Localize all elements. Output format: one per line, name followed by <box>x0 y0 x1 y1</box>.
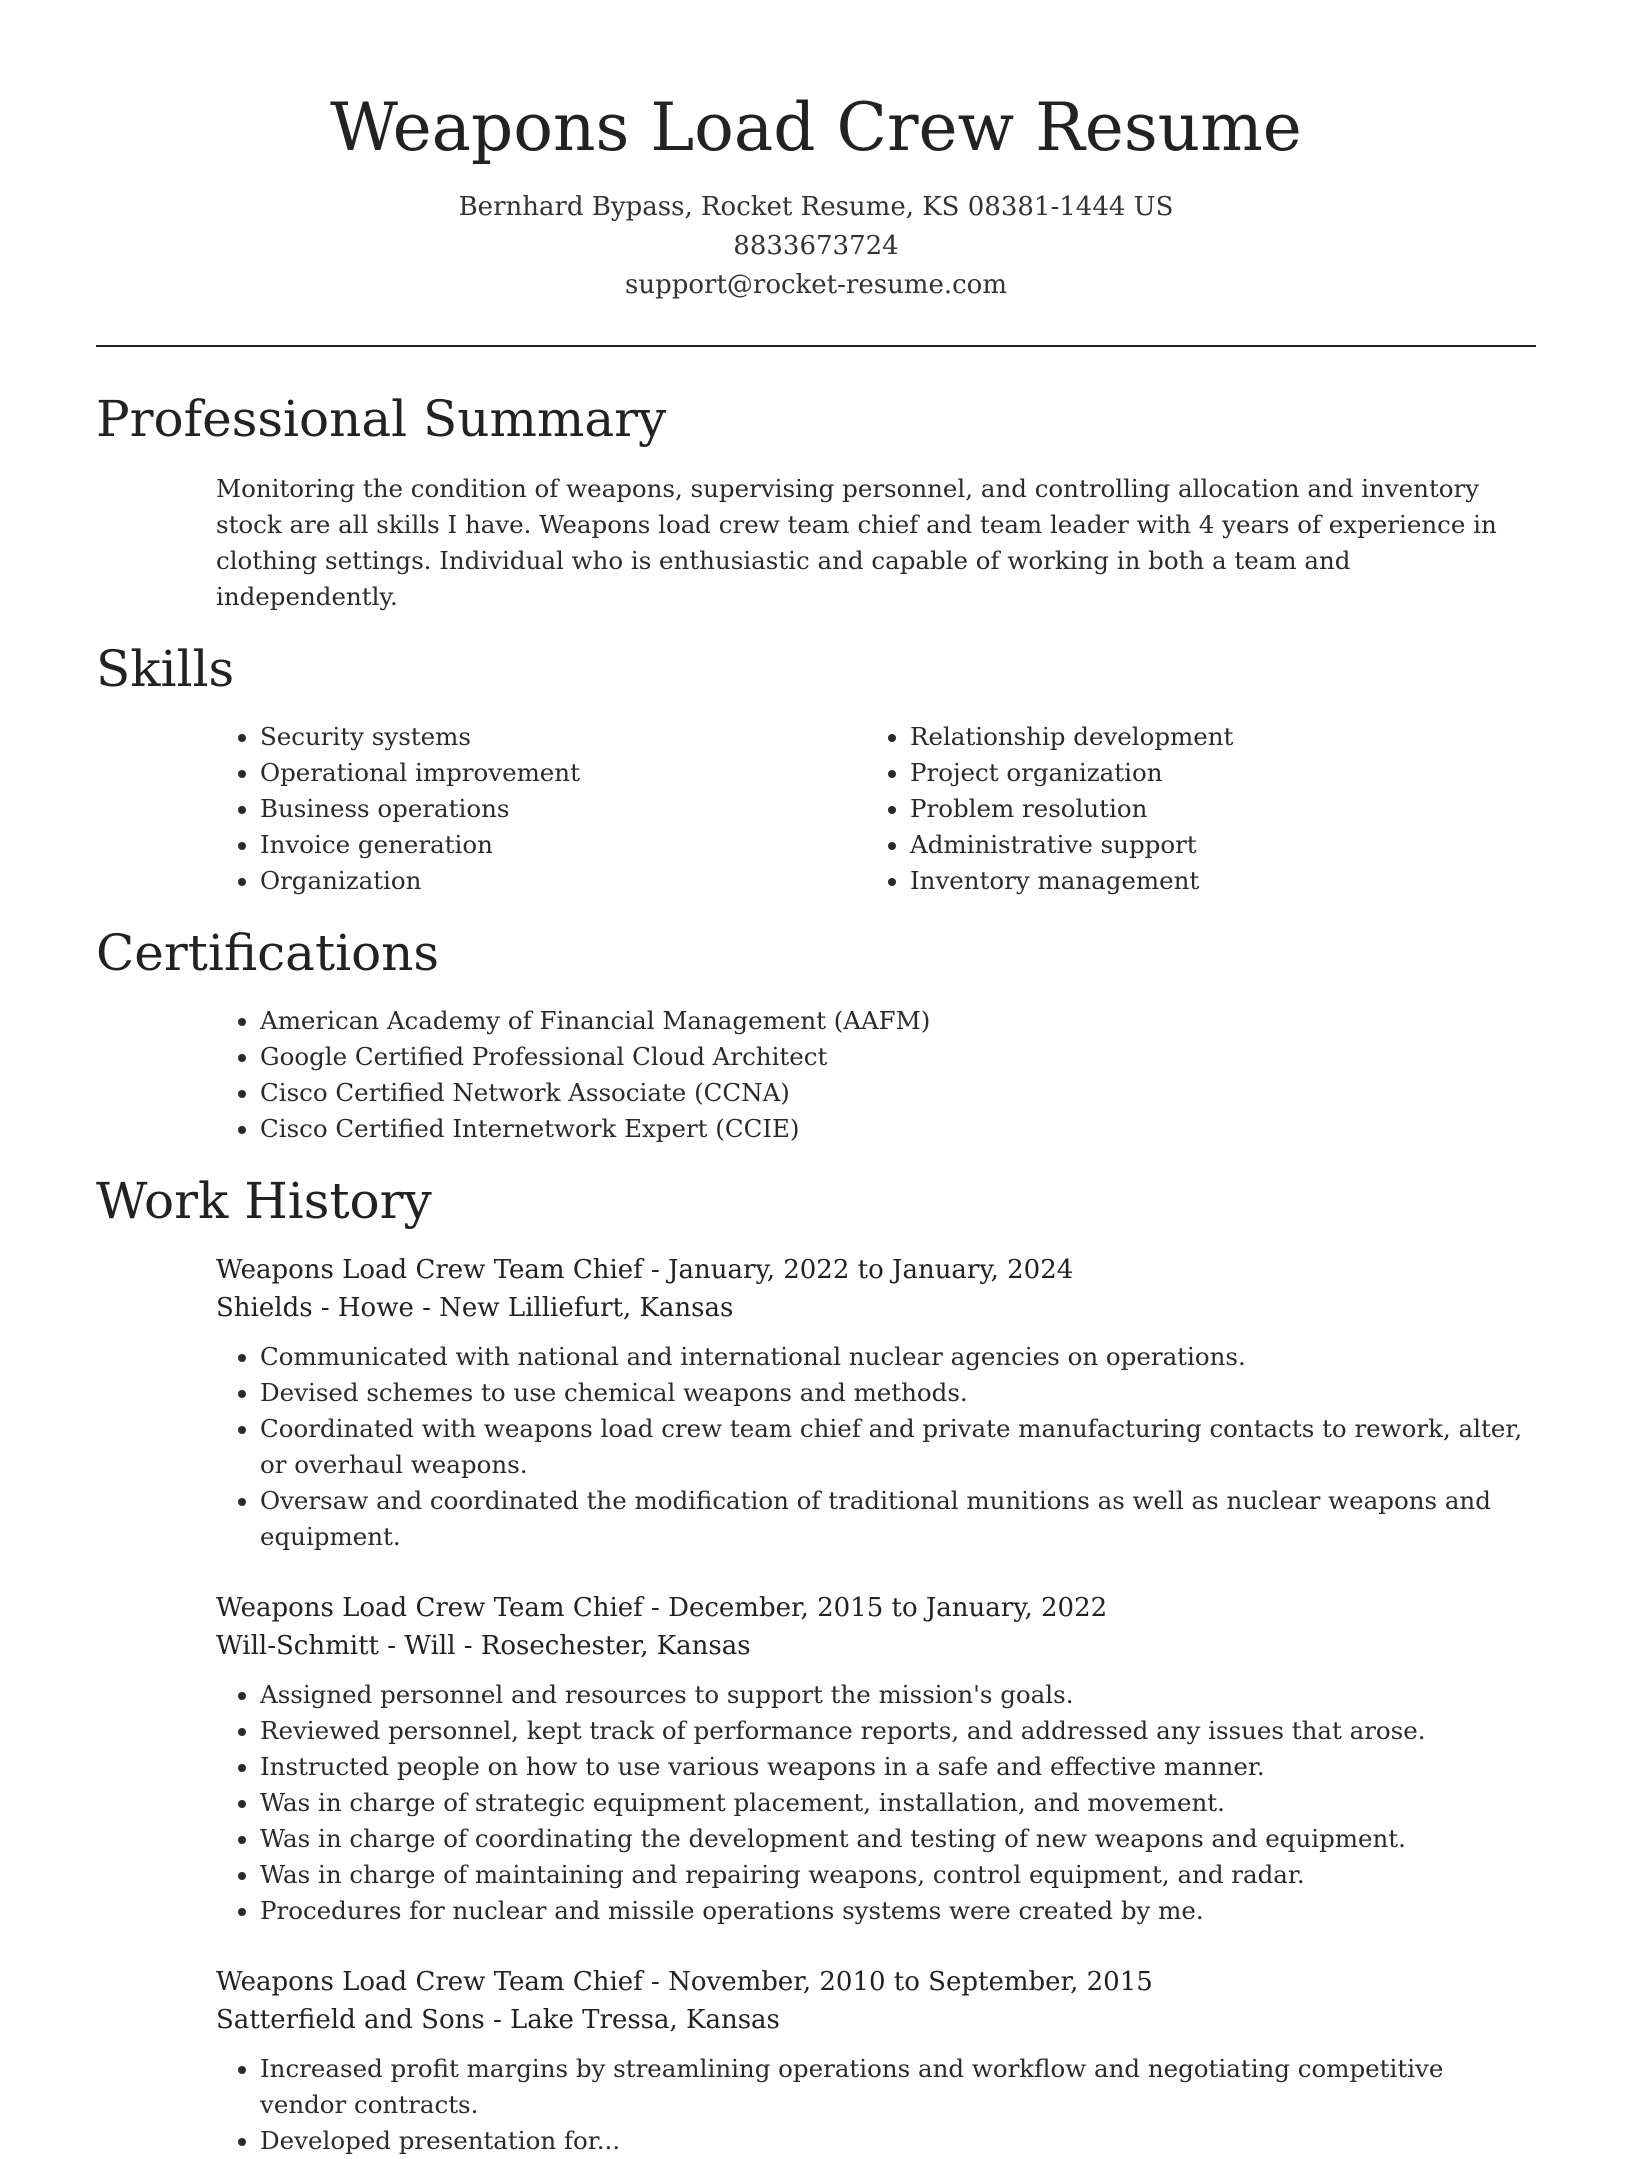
job-entry <box>96 1589 1536 1665</box>
work-history-section <box>96 1169 1536 2159</box>
skills-grid <box>96 719 1536 899</box>
skill-item: • Organization <box>260 863 866 899</box>
job-dates: - November, 2010 to September, 2015 <box>642 1967 1153 1997</box>
job-bullet: • Coordinated with weapons load crew team chief and private manufacturing contacts to rework, alter, or overhaul weapons. <box>260 1411 1536 1483</box>
job-role: Weapons Load Crew Team Chief <box>216 1255 643 1285</box>
skill-item: • Project organization <box>910 755 1516 791</box>
resume-title: Weapons Load Crew Resume <box>330 89 1302 166</box>
job-bullet: • Was in charge of maintaining and repairing weapons, control equipment, and radar. <box>260 1857 1536 1893</box>
certification-item: • Cisco Certified Network Associate (CCNA) <box>260 1075 1536 1111</box>
job-company: Shields - Howe <box>216 1293 414 1323</box>
skills-column-right <box>866 719 1516 899</box>
job-title-line <box>216 1251 1536 1289</box>
job-company-line <box>216 1289 1536 1327</box>
certifications-section <box>96 921 1536 1147</box>
contact-address: Bernhard Bypass, Rocket Resume, KS 08381-1444 US <box>458 192 1174 222</box>
certification-item: • Cisco Certified Internetwork Expert (CCIE) <box>260 1111 1536 1147</box>
job-location: - Rosechester, Kansas <box>455 1631 751 1661</box>
resume-header <box>96 0 1536 305</box>
skills-heading: Skills <box>96 640 235 698</box>
job-bullet: • Assigned personnel and resources to support the mission's goals. <box>260 1677 1536 1713</box>
job-bullet: • Oversaw and coordinated the modification of traditional munitions as well as nuclear weapons and equipment. <box>260 1483 1536 1555</box>
skill-item: • Relationship development <box>910 719 1516 755</box>
job-bullets <box>96 1677 1536 1929</box>
job-bullet: • Developed presentation for... <box>260 2123 1536 2159</box>
job-bullet: • Instructed people on how to use various weapons in a safe and effective manner. <box>260 1749 1536 1785</box>
job-company: Satterfield and Sons <box>216 2005 485 2035</box>
skills-column-left <box>216 719 866 899</box>
job-company: Will-Schmitt - Will <box>216 1631 456 1661</box>
skill-item: • Administrative support <box>910 827 1516 863</box>
skill-item: • Inventory management <box>910 863 1516 899</box>
contact-phone: 8833673724 <box>733 231 899 261</box>
contact-email: support@rocket-resume.com <box>624 270 1007 300</box>
skill-item: • Security systems <box>260 719 866 755</box>
certification-item: • American Academy of Financial Management (AAFM) <box>260 1003 1536 1039</box>
skill-item: • Invoice generation <box>260 827 866 863</box>
header-divider <box>96 345 1536 347</box>
summary-text: Monitoring the condition of weapons, supervising personnel, and controlling allocation and inventory stock are all skills I have. Weapons load crew team chief and team leader with 4 years of experience in clothing settings. Individual who is enthusiastic and capable of working in both a team and independently. <box>216 474 1497 611</box>
job-entry <box>96 1251 1536 1327</box>
job-company-line <box>216 2001 1536 2039</box>
job-role: Weapons Load Crew Team Chief <box>216 1593 643 1623</box>
skills-section <box>96 637 1536 899</box>
contact-info <box>96 188 1536 305</box>
job-bullets <box>96 2051 1536 2159</box>
skill-item: • Operational improvement <box>260 755 866 791</box>
job-role: Weapons Load Crew Team Chief <box>216 1967 643 1997</box>
certifications-heading: Certifications <box>96 924 440 982</box>
certification-item: • Google Certified Professional Cloud Architect <box>260 1039 1536 1075</box>
skill-item: • Problem resolution <box>910 791 1516 827</box>
work-history-heading: Work History <box>96 1172 432 1230</box>
job-bullet: • Communicated with national and international nuclear agencies on operations. <box>260 1339 1536 1375</box>
job-title-line <box>216 1963 1536 2001</box>
job-location: - Lake Tressa, Kansas <box>484 2005 780 2035</box>
job-bullet: • Procedures for nuclear and missile operations systems were created by me. <box>260 1893 1536 1929</box>
job-bullet: • Was in charge of strategic equipment placement, installation, and movement. <box>260 1785 1536 1821</box>
job-dates: - January, 2022 to January, 2024 <box>642 1255 1074 1285</box>
job-bullets <box>96 1339 1536 1555</box>
job-dates: - December, 2015 to January, 2022 <box>642 1593 1108 1623</box>
job-bullet: • Devised schemes to use chemical weapons and methods. <box>260 1375 1536 1411</box>
job-bullet: • Reviewed personnel, kept track of performance reports, and addressed any issues that arose. <box>260 1713 1536 1749</box>
job-location: - New Lilliefurt, Kansas <box>413 1293 734 1323</box>
summary-heading: Professional Summary <box>96 390 667 448</box>
job-title-line <box>216 1589 1536 1627</box>
job-bullet: • Was in charge of coordinating the development and testing of new weapons and equipment. <box>260 1821 1536 1857</box>
job-company-line <box>216 1627 1536 1665</box>
job-bullet: • Increased profit margins by streamlining operations and workflow and negotiating competitive vendor contracts. <box>260 2051 1536 2123</box>
skill-item: • Business operations <box>260 791 866 827</box>
summary-section <box>96 387 1536 615</box>
job-entry <box>96 1963 1536 2039</box>
certifications-list-wrap <box>96 1003 1536 1147</box>
